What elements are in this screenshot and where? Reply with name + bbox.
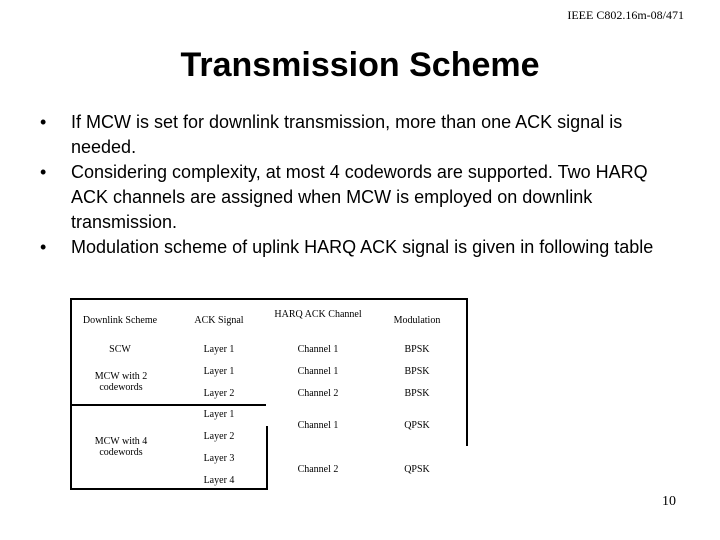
mcw4-modulation-1: QPSK — [404, 420, 430, 431]
mcw2-modulation-2: BPSK — [404, 388, 430, 399]
mcw2-channel-1: Channel 1 — [297, 366, 339, 377]
mcw2-layer-1: Layer 1 — [203, 366, 235, 377]
bullet-text: If MCW is set for downlink transmission, more than one ACK signal is needed. — [71, 112, 623, 157]
mcw4-layer-2: Layer 2 — [203, 431, 235, 442]
mcw4-scheme: MCW with 4 codewords — [94, 436, 148, 458]
header-ack-signal: ACK Signal — [194, 315, 244, 326]
slide-title: Transmission Scheme — [180, 46, 540, 84]
mcw4-layer-1: Layer 1 — [203, 409, 235, 420]
scw-scheme: SCW — [109, 344, 131, 355]
bullet-item — [40, 160, 680, 235]
mcw4-channel-2: Channel 2 — [297, 464, 339, 475]
harq-modulation-table — [70, 298, 468, 490]
bullet-item — [40, 235, 680, 260]
table-border-bottom — [70, 488, 266, 490]
bullet-list — [40, 110, 680, 260]
mcw2-channel-2: Channel 2 — [297, 388, 339, 399]
mcw2-layer-2: Layer 2 — [203, 388, 235, 399]
page-number: 10 — [662, 494, 676, 509]
bullet-text: Modulation scheme of uplink HARQ ACK signal is given in following table — [71, 237, 654, 257]
mcw4-modulation-2: QPSK — [404, 464, 430, 475]
table-border-left — [70, 298, 72, 490]
header-downlink-scheme: Downlink Scheme — [82, 315, 158, 326]
bullet-text: Considering complexity, at most 4 codewords are supported. Two HARQ ACK channels are assigned when MCW is employed on downlink transmission. — [71, 162, 648, 232]
table-divider-mcw — [70, 404, 266, 406]
table-border-top — [70, 298, 468, 300]
document-id: IEEE C802.16m-08/471 — [567, 8, 684, 22]
table-border-right — [466, 298, 468, 446]
bullet-dot-icon: • — [40, 162, 47, 182]
scw-modulation: BPSK — [404, 344, 430, 355]
mcw4-layer-4: Layer 4 — [203, 475, 235, 486]
scw-channel: Channel 1 — [297, 344, 339, 355]
scw-layer: Layer 1 — [203, 344, 235, 355]
mcw4-channel-1: Channel 1 — [297, 420, 339, 431]
bullet-item — [40, 110, 680, 160]
header-harq-ack-channel: HARQ ACK Channel — [274, 309, 362, 320]
mcw2-scheme: MCW with 2 codewords — [94, 371, 148, 393]
mcw4-layer-3: Layer 3 — [203, 453, 235, 464]
bullet-dot-icon: • — [40, 112, 47, 132]
header-modulation: Modulation — [393, 315, 441, 326]
mcw2-modulation-1: BPSK — [404, 366, 430, 377]
bullet-dot-icon: • — [40, 237, 47, 257]
